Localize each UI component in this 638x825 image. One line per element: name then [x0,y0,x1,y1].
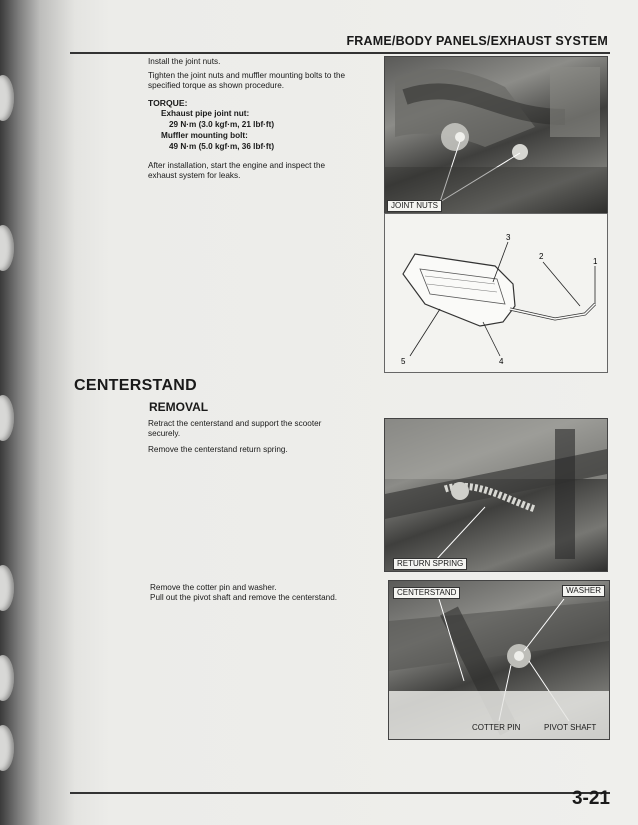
torque-item2-value: 49 N·m (5.0 kgf·m, 36 lbf·ft) [169,142,275,151]
binder-hole [0,565,14,611]
joint-nuts-label: JOINT NUTS [387,200,442,212]
return-spring-illustration [385,419,607,571]
torque-item1-value: 29 N·m (3.0 kgf·m, 21 lbf·ft) [169,120,275,129]
return-spring-label: RETURN SPRING [393,558,467,570]
binder-hole [0,655,14,701]
centerstand-step2: Remove the centerstand return spring. [148,445,288,454]
callout-4: 4 [499,357,504,366]
binder-hole [0,75,14,121]
torque-item2-label: Muffler mounting bolt: [161,131,248,140]
binder-hole [0,725,14,771]
torque-label: TORQUE: [148,98,188,108]
callout-1: 1 [593,257,598,266]
washer-label: WASHER [562,585,605,597]
centerstand-step3-line2: Pull out the pivot shaft and remove the centerstand. [150,593,338,602]
exhaust-diagram [384,213,608,373]
header-rule [70,52,610,54]
callout-3: 3 [506,233,511,242]
section-title: FRAME/BODY PANELS/EXHAUST SYSTEM [346,34,608,48]
callout-5: 5 [401,357,406,366]
joint-nuts-illustration [385,57,607,213]
centerstand-step1-line1: Retract the centerstand and support the scooter [148,419,322,428]
binder-hole [0,395,14,441]
centerstand-step1-line2: securely. [148,429,181,438]
torque-item1-label: Exhaust pipe joint nut: [161,109,250,118]
centerstand-step3-line1: Remove the cotter pin and washer. [150,583,277,592]
exhaust-step-install: Install the joint nuts. [148,57,221,66]
binder-hole [0,225,14,271]
cotter-pin-label: COTTER PIN [472,723,521,732]
joint-nuts-photo [384,56,608,214]
exhaust-step-tighten-2: specified torque as shown procedure. [148,81,285,90]
return-spring-photo [384,418,608,572]
exhaust-after-1: After installation, start the engine and inspect the [148,161,326,170]
exhaust-step-tighten-1: Tighten the joint nuts and muffler mounting bolts to the [148,71,346,80]
centerstand-heading: CENTERSTAND [74,377,198,394]
footer-rule [70,792,610,794]
page-number: 3-21 [571,788,610,809]
callout-2: 2 [539,252,544,261]
pivot-shaft-illustration [389,581,609,739]
pivot-shaft-photo [388,580,610,740]
centerstand-label: CENTERSTAND [393,587,460,599]
removal-subheading: REMOVAL [149,400,209,414]
exhaust-after-2: exhaust system for leaks. [148,171,241,180]
exhaust-muffler-drawing [385,214,607,372]
pivot-shaft-label: PIVOT SHAFT [544,723,597,732]
